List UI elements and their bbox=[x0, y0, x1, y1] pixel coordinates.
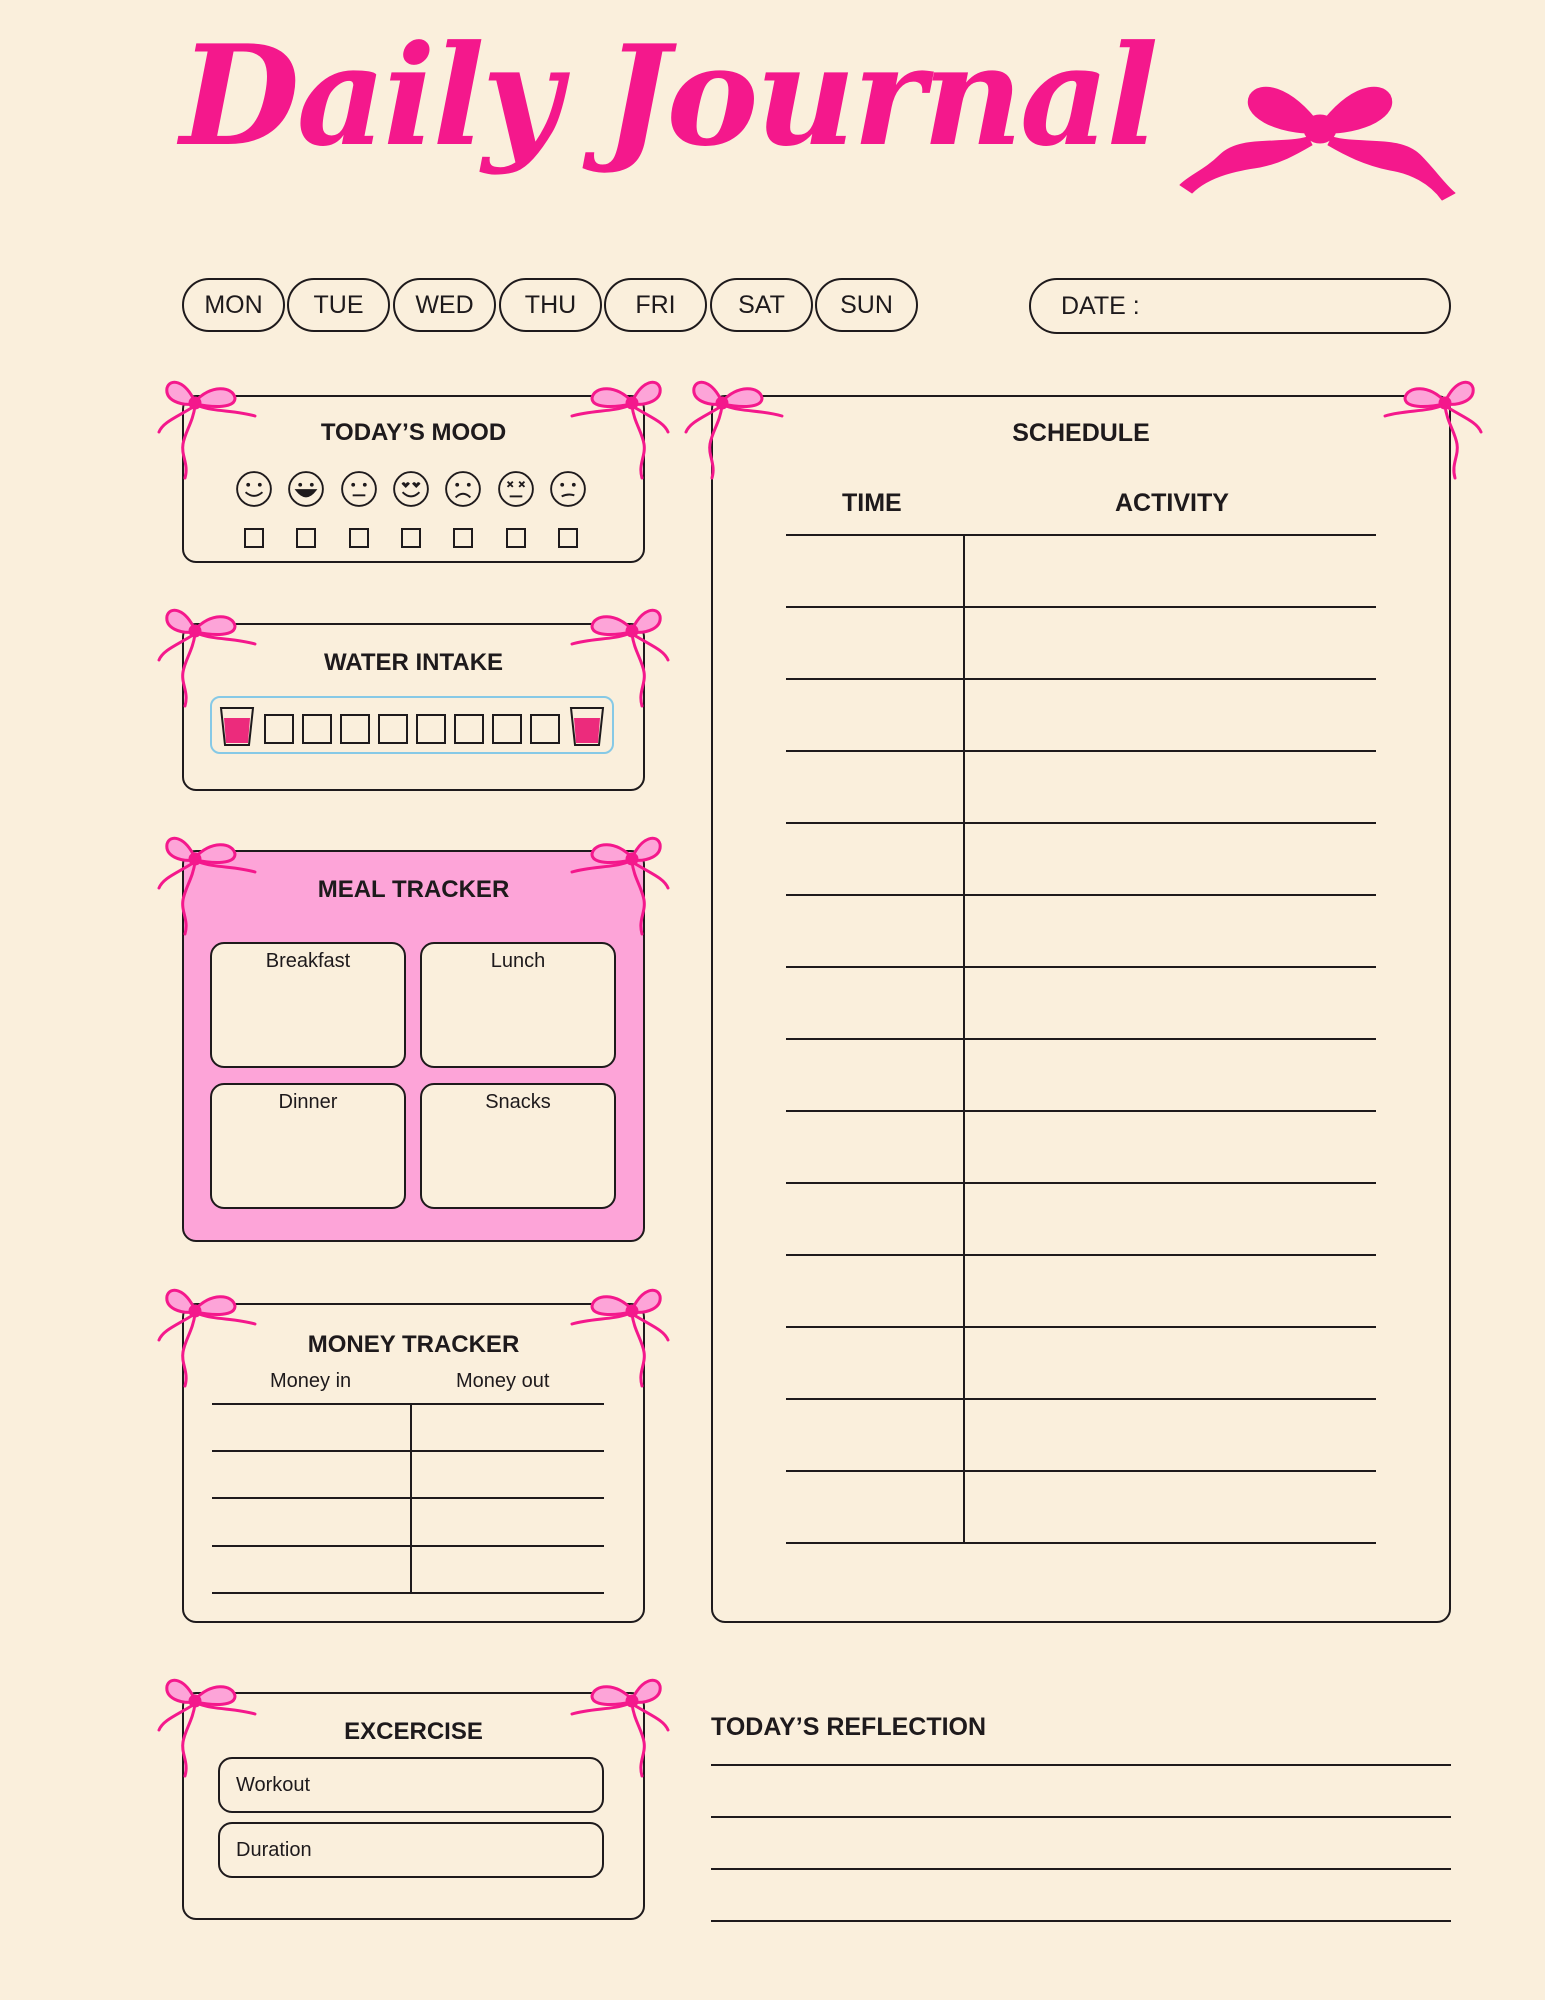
corner-bow-icon bbox=[562, 372, 672, 492]
mood-checkbox[interactable] bbox=[453, 528, 473, 548]
exercise-title: EXCERCISE bbox=[344, 1718, 483, 1745]
water-tracker bbox=[210, 696, 614, 754]
corner-bow-icon bbox=[155, 372, 265, 492]
page-title: Daily Journal bbox=[180, 14, 1156, 177]
day-sun[interactable]: SUN bbox=[815, 278, 918, 332]
corner-bow-icon bbox=[562, 1670, 672, 1790]
schedule-row-line bbox=[786, 966, 1376, 968]
schedule-row-line bbox=[786, 750, 1376, 752]
money-out-header: Money out bbox=[456, 1370, 550, 1392]
reflection-title: TODAY’S REFLECTION bbox=[711, 1713, 987, 1741]
table-divider bbox=[212, 1592, 604, 1594]
table-divider bbox=[212, 1545, 604, 1547]
day-wed[interactable]: WED bbox=[393, 278, 496, 332]
mood-checkbox[interactable] bbox=[244, 528, 264, 548]
schedule-row-line bbox=[786, 1326, 1376, 1328]
table-divider bbox=[410, 1403, 412, 1593]
mood-checkbox[interactable] bbox=[506, 528, 526, 548]
corner-bow-icon bbox=[562, 600, 672, 720]
schedule-row-line bbox=[786, 1470, 1376, 1472]
table-divider bbox=[212, 1450, 604, 1452]
water-checkbox[interactable] bbox=[492, 714, 522, 744]
schedule-row-line bbox=[786, 1254, 1376, 1256]
mood-checkbox[interactable] bbox=[296, 528, 316, 548]
water-checkbox[interactable] bbox=[454, 714, 484, 744]
time-header: TIME bbox=[842, 489, 902, 517]
corner-bow-icon bbox=[562, 1280, 672, 1400]
breakfast-box[interactable]: Breakfast bbox=[210, 942, 406, 1068]
water-checkbox[interactable] bbox=[340, 714, 370, 744]
schedule-row-line bbox=[786, 1182, 1376, 1184]
corner-bow-icon bbox=[155, 1670, 265, 1790]
bow-icon bbox=[1180, 75, 1460, 205]
schedule-divider bbox=[963, 534, 965, 1542]
schedule-row-line bbox=[786, 534, 1376, 536]
meal-title: MEAL TRACKER bbox=[317, 876, 510, 903]
schedule-row-line bbox=[786, 1038, 1376, 1040]
schedule-row-line bbox=[786, 606, 1376, 608]
dizzy-icon bbox=[497, 470, 535, 508]
table-divider bbox=[212, 1497, 604, 1499]
schedule-title: SCHEDULE bbox=[1012, 419, 1150, 447]
corner-bow-icon bbox=[562, 828, 672, 948]
water-checkbox[interactable] bbox=[302, 714, 332, 744]
water-checkbox[interactable] bbox=[530, 714, 560, 744]
corner-bow-icon bbox=[155, 600, 265, 720]
day-mon[interactable]: MON bbox=[182, 278, 285, 332]
table-divider bbox=[212, 1403, 604, 1405]
grin-icon bbox=[287, 470, 325, 508]
mood-title: TODAY’S MOOD bbox=[320, 419, 507, 446]
reflection-line bbox=[711, 1764, 1451, 1766]
duration-label: Duration bbox=[236, 1838, 312, 1861]
heart-eyes-icon bbox=[392, 470, 430, 508]
water-checkbox[interactable] bbox=[416, 714, 446, 744]
reflection-line bbox=[711, 1816, 1451, 1818]
corner-bow-icon bbox=[1375, 372, 1485, 492]
lunch-box[interactable]: Lunch bbox=[420, 942, 616, 1068]
water-title: WATER INTAKE bbox=[323, 649, 504, 676]
mood-checkbox[interactable] bbox=[401, 528, 421, 548]
water-checkbox[interactable] bbox=[264, 714, 294, 744]
workout-label: Workout bbox=[236, 1773, 311, 1796]
workout-field[interactable] bbox=[218, 1757, 604, 1813]
day-fri[interactable]: FRI bbox=[604, 278, 707, 332]
water-checkbox[interactable] bbox=[378, 714, 408, 744]
schedule-row-line bbox=[786, 822, 1376, 824]
day-tue[interactable]: TUE bbox=[287, 278, 390, 332]
money-title: MONEY TRACKER bbox=[307, 1331, 520, 1358]
snacks-box[interactable]: Snacks bbox=[420, 1083, 616, 1209]
schedule-row-line bbox=[786, 894, 1376, 896]
date-label: DATE : bbox=[1061, 291, 1140, 320]
reflection-line bbox=[711, 1920, 1451, 1922]
mood-checkbox[interactable] bbox=[349, 528, 369, 548]
activity-header: ACTIVITY bbox=[1115, 489, 1229, 517]
day-sat[interactable]: SAT bbox=[710, 278, 813, 332]
schedule-row-line bbox=[786, 1542, 1376, 1544]
mood-checkbox[interactable] bbox=[558, 528, 578, 548]
money-in-header: Money in bbox=[270, 1370, 352, 1392]
neutral-icon bbox=[340, 470, 378, 508]
schedule-card bbox=[711, 395, 1451, 1623]
reflection-line bbox=[711, 1868, 1451, 1870]
corner-bow-icon bbox=[155, 828, 265, 948]
date-field[interactable] bbox=[1029, 278, 1451, 334]
schedule-row-line bbox=[786, 1110, 1376, 1112]
corner-bow-icon bbox=[682, 372, 792, 492]
schedule-row-line bbox=[786, 1398, 1376, 1400]
dinner-box[interactable]: Dinner bbox=[210, 1083, 406, 1209]
corner-bow-icon bbox=[155, 1280, 265, 1400]
schedule-row-line bbox=[786, 678, 1376, 680]
day-thu[interactable]: THU bbox=[499, 278, 602, 332]
frown-icon bbox=[444, 470, 482, 508]
duration-field[interactable] bbox=[218, 1822, 604, 1878]
